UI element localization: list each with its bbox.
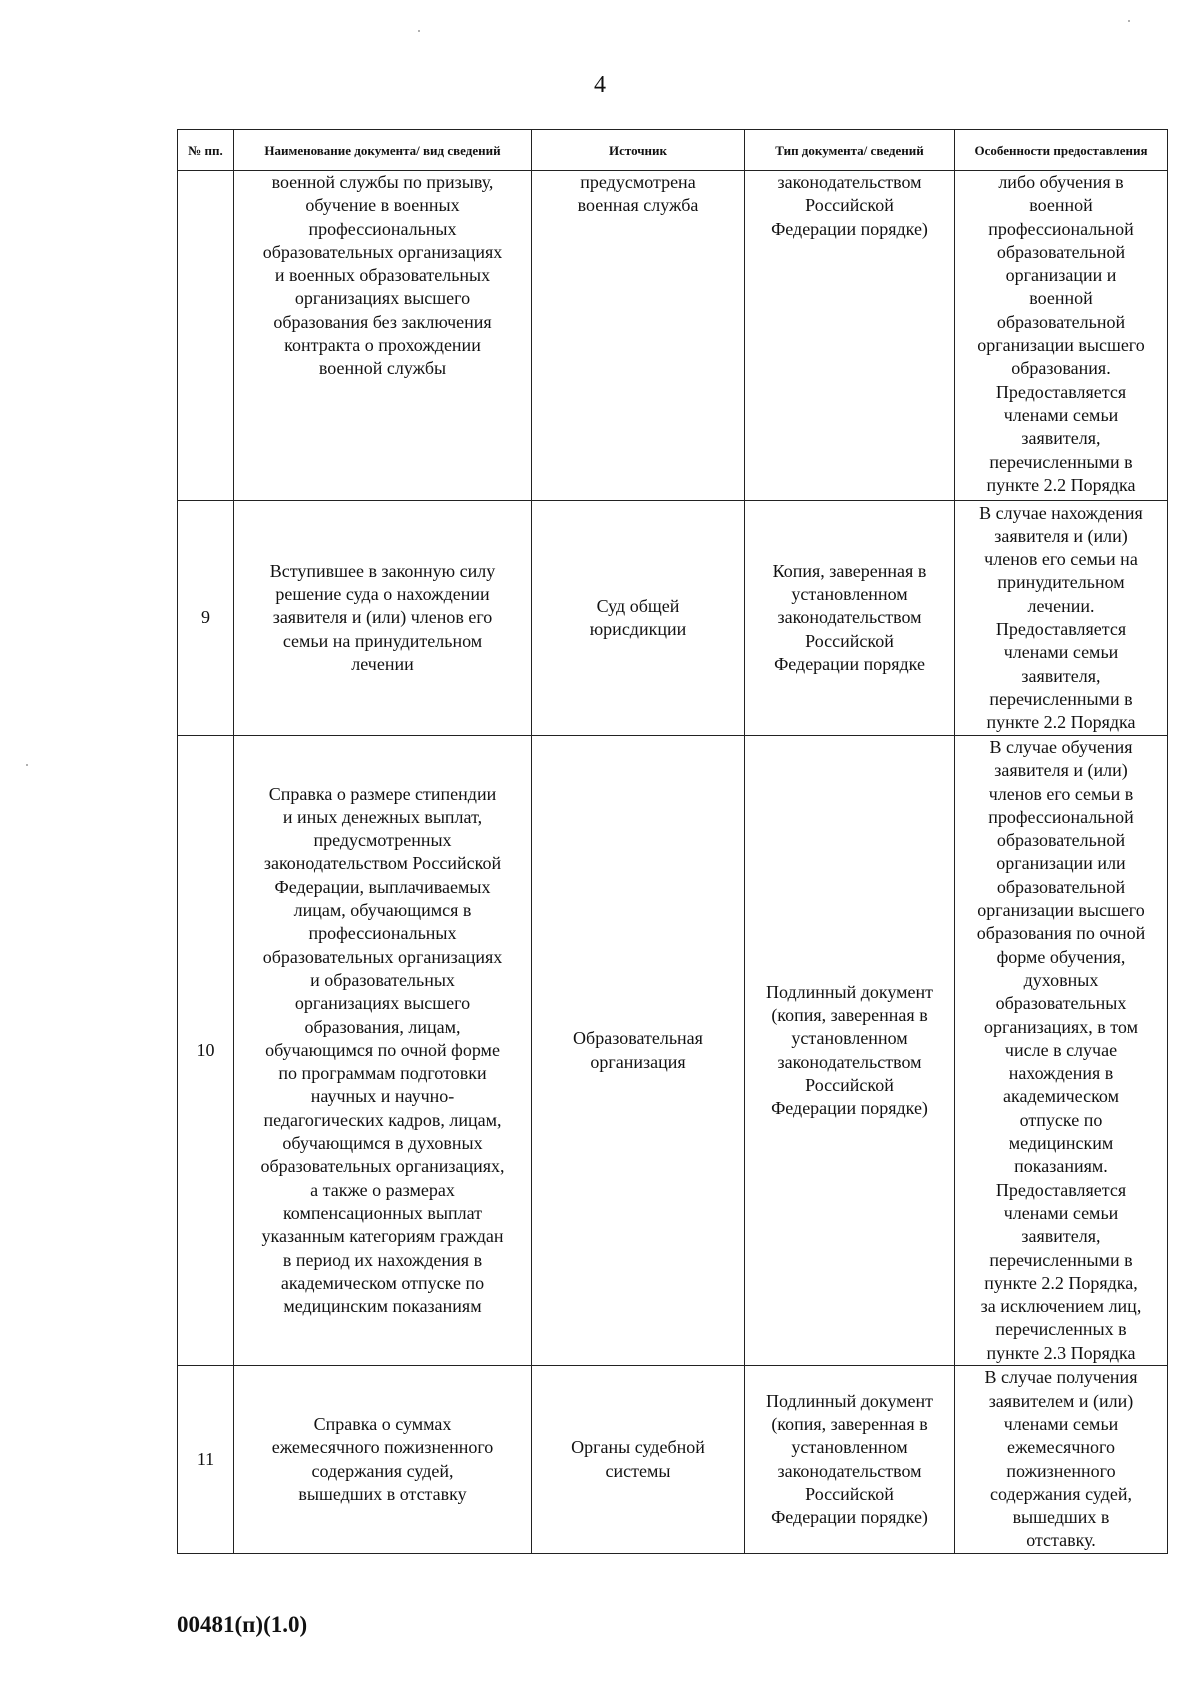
documents-table	[177, 129, 1168, 1554]
row-features: В случае обучения заявителя и (или) членов его семьи в профессиональной образовательной организации или образовательной организации высшего образования по очной форме обучения, духовных образовательных организациях, в том числе в случае нахождения в академическом отпуске по медицинским показаниям. Предоставляется членами семьи заявителя, перечисленными в пункте 2.2 Порядка, за исключением лиц, перечисленных в пункте 2.3 Порядка	[955, 736, 1168, 1366]
row-features: либо обучения в военной профессиональной образовательной организации и военной образовательной организации высшего образования. Предоставляется членами семьи заявителя, перечисленными в пункте 2.2 Порядка	[955, 171, 1168, 501]
table-row	[178, 171, 1168, 501]
header-document-type: Тип документа/ сведений	[745, 130, 955, 171]
header-document-name: Наименование документа/ вид сведений	[234, 130, 532, 171]
header-number: № пп.	[178, 130, 234, 171]
row-document-type: Копия, заверенная в установленном законодательством Российской Федерации порядке	[745, 501, 955, 736]
row-number	[178, 171, 234, 501]
table-row	[178, 736, 1168, 1366]
scan-speck	[26, 764, 28, 766]
row-number: 10	[178, 736, 234, 1366]
row-source: Образовательная организация	[532, 736, 745, 1366]
scan-speck	[418, 30, 420, 32]
row-document-name: Справка о суммах ежемесячного пожизненного содержания судей, вышедших в отставку	[234, 1366, 532, 1554]
row-number: 9	[178, 501, 234, 736]
header-features: Особенности предоставления	[955, 130, 1168, 171]
row-source: Суд общей юрисдикции	[532, 501, 745, 736]
scan-speck	[1128, 20, 1130, 22]
row-document-name: Вступившее в законную силу решение суда о нахождении заявителя и (или) членов его семьи на принудительном лечении	[234, 501, 532, 736]
row-source: Органы судебной системы	[532, 1366, 745, 1554]
header-source: Источник	[532, 130, 745, 171]
row-document-type: Подлинный документ (копия, заверенная в установленном законодательством Российской Федерации порядке)	[745, 1366, 955, 1554]
page-number: 4	[594, 72, 606, 98]
row-document-name: военной службы по призыву, обучение в военных профессиональных образовательных организациях и военных образовательных организациях высшего образования без заключения контракта о прохождении военной службы	[234, 171, 532, 501]
row-features: В случае нахождения заявителя и (или) членов его семьи на принудительном лечении. Предоставляется членами семьи заявителя, перечисленными в пункте 2.2 Порядка	[955, 501, 1168, 736]
row-features: В случае получения заявителем и (или) членами семьи ежемесячного пожизненного содержания судей, вышедших в отставку.	[955, 1366, 1168, 1554]
table-row	[178, 501, 1168, 736]
row-source: предусмотрена военная служба	[532, 171, 745, 501]
table-row	[178, 1366, 1168, 1554]
table-header-row	[178, 130, 1168, 171]
row-number: 11	[178, 1366, 234, 1554]
document-code: 00481(п)(1.0)	[177, 1612, 308, 1637]
row-document-type: Подлинный документ (копия, заверенная в установленном законодательством Российской Федерации порядке)	[745, 736, 955, 1366]
row-document-type: законодательством Российской Федерации порядке)	[745, 171, 955, 501]
row-document-name: Справка о размере стипендии и иных денежных выплат, предусмотренных законодательством Российской Федерации, выплачиваемых лицам, обучающимся в профессиональных образовательных организациях и образовательных организациях высшего образования, лицам, обучающимся по очной форме по программам подготовки научных и научно- педагогических кадров, лицам, обучающимся в духовных образовательных организациях, а также о размерах компенсационных выплат указанным категориям граждан в период их нахождения в академическом отпуске по медицинским показаниям	[234, 736, 532, 1366]
